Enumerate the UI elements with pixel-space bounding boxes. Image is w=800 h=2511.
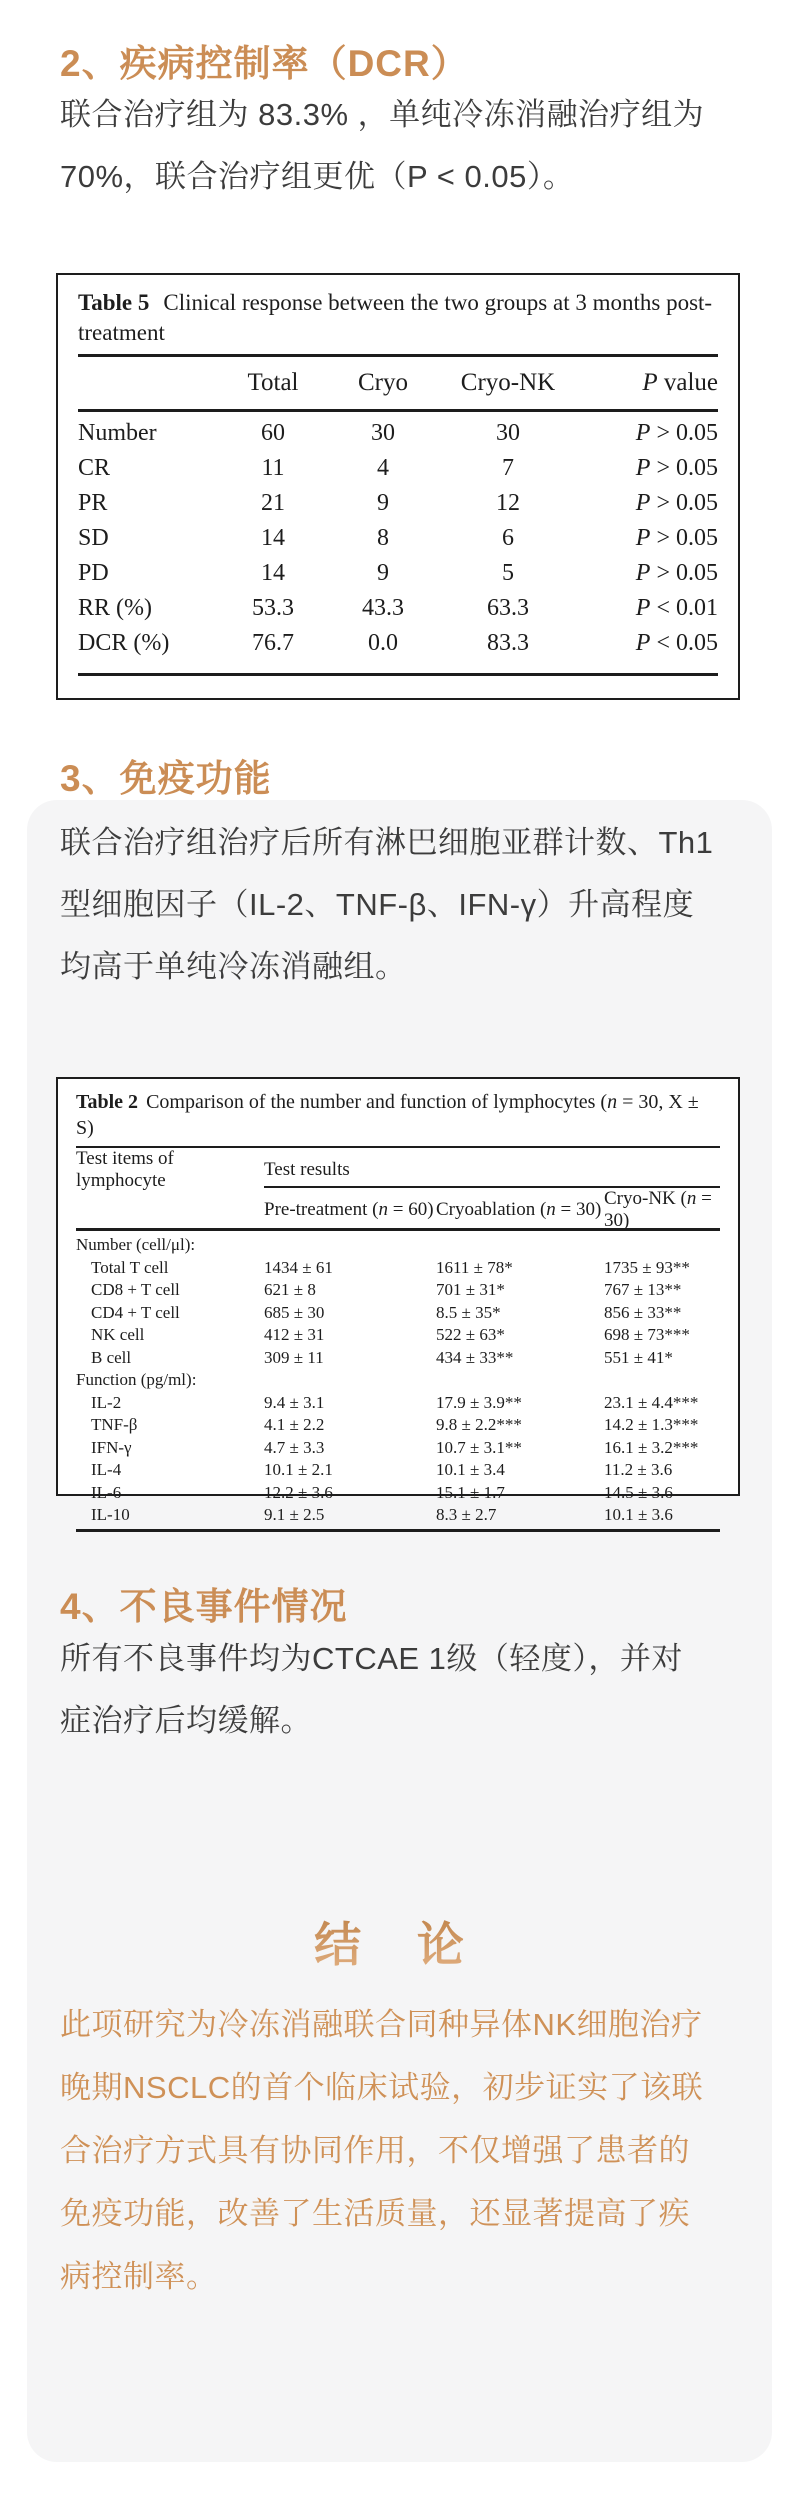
table5-cell: 9: [377, 490, 389, 516]
conclusion-heading: 结 论: [0, 1908, 800, 1975]
table5-cell: 30: [371, 420, 395, 446]
table2-row: [76, 1504, 720, 1527]
table2-cell: 10.1 ± 3.6: [604, 1505, 673, 1525]
table2-row: [76, 1369, 720, 1392]
table2-row: [76, 1459, 720, 1482]
table5-cell: DCR (%): [78, 630, 170, 656]
table2-cell: 8.5 ± 35*: [436, 1302, 501, 1322]
table2-cell: 4.7 ± 3.3: [264, 1437, 325, 1457]
table2-cell: 412 ± 31: [264, 1325, 325, 1345]
table2-cell: 522 ± 63*: [436, 1325, 505, 1345]
table2-row-label: IL-4: [91, 1460, 122, 1480]
table5-body: [58, 416, 738, 661]
table2-cell: 551 ± 41*: [604, 1347, 673, 1367]
table5-mid-rule: [78, 409, 718, 412]
table2-group-header-row: [76, 1148, 720, 1191]
table2-cell: 9.1 ± 2.5: [264, 1505, 325, 1525]
table2-cell: 701 ± 31*: [436, 1280, 505, 1300]
table2-row: [76, 1302, 720, 1325]
table2-row-label: NK cell: [91, 1325, 145, 1345]
section4-heading: 4、不良事件情况: [60, 1586, 348, 1627]
table2-cell: 14.5 ± 3.6: [604, 1482, 673, 1502]
table2-cell: 9.4 ± 3.1: [264, 1392, 325, 1412]
table5-cell: P < 0.01: [635, 595, 718, 621]
table2-cell: 767 ± 13**: [604, 1280, 682, 1300]
table5-column-header: Cryo: [358, 369, 408, 396]
table5-cell: P < 0.05: [635, 630, 718, 656]
table2-row-label: Function (pg/ml):: [76, 1370, 197, 1390]
table2-row: [76, 1324, 720, 1347]
table5-cell: 6: [502, 525, 514, 551]
table5-cell: 83.3: [487, 630, 529, 656]
table2-row-label: B cell: [91, 1347, 132, 1367]
paragraph-line: 此项研究为冷冻消融联合同种异体NK细胞治疗: [60, 2007, 703, 2042]
table5-cell: 4: [377, 455, 389, 481]
table5: [56, 273, 740, 700]
table5-row: [78, 416, 718, 451]
table2-subheader: Pre-treatment (n = 60): [264, 1199, 434, 1220]
paragraph-line: 所有不良事件均为CTCAE 1级（轻度），并对: [60, 1641, 683, 1676]
table2-row: [76, 1392, 720, 1415]
table5-cell: 60: [261, 420, 285, 446]
table5-cell: P > 0.05: [635, 420, 718, 446]
table5-cell: 5: [502, 560, 514, 586]
table2-subheader-row: [76, 1188, 720, 1231]
table2-row: [76, 1437, 720, 1460]
section3-paragraph: [60, 812, 752, 998]
section3-heading: 3、免疫功能: [60, 758, 272, 799]
table2-row: [76, 1279, 720, 1302]
section2-paragraph: [60, 84, 752, 208]
table2-cell: 8.3 ± 2.7: [436, 1505, 497, 1525]
table2-title-label: Table 2: [76, 1091, 139, 1113]
table2-cell: 1611 ± 78*: [436, 1257, 513, 1277]
table2-cell: 1735 ± 93**: [604, 1257, 690, 1277]
table5-column-header: P value: [642, 369, 718, 396]
table2-row-label: Number (cell/μl):: [76, 1235, 196, 1255]
table2-cell: 10.7 ± 3.1**: [436, 1437, 522, 1457]
table2-cell: 309 ± 11: [264, 1347, 324, 1367]
table2-cell: 4.1 ± 2.2: [264, 1415, 325, 1435]
table5-bottom-rule: [78, 673, 718, 676]
table5-row: [78, 521, 718, 556]
table2-cell: 10.1 ± 3.4: [436, 1460, 505, 1480]
table2-row-label: IFN-γ: [91, 1437, 132, 1457]
table5-title-text: Clinical response between the two groups at 3 months post-treatment: [78, 290, 713, 345]
table5-cell: 11: [261, 455, 285, 481]
table2-cell: 9.8 ± 2.2***: [436, 1415, 522, 1435]
table5-cell: 76.7: [252, 630, 294, 656]
table5-cell: 9: [377, 560, 389, 586]
table2-row-label: IL-2: [91, 1392, 122, 1412]
table5-cell: PR: [78, 490, 108, 516]
table5-cell: Number: [78, 420, 157, 446]
table5-row: [78, 451, 718, 486]
table2-cell: 17.9 ± 3.9**: [436, 1392, 522, 1412]
table2-cell: 14.2 ± 1.3***: [604, 1415, 699, 1435]
table2-col1-header: Test items of lymphocyte: [76, 1148, 174, 1191]
table5-row: [78, 591, 718, 626]
table5-cell: 53.3: [252, 595, 294, 621]
table5-cell: P > 0.05: [635, 560, 718, 586]
table2: [56, 1077, 740, 1525]
paragraph-line: 联合治疗组为 83.3% ，单纯冷冻消融治疗组为: [60, 97, 705, 132]
table2-row: [76, 1257, 720, 1280]
paragraph-line: 型细胞因子（IL-2、TNF-β、IFN-γ）升高程度: [60, 887, 695, 922]
table5-cell: SD: [78, 525, 109, 551]
table5-cell: 8: [377, 525, 389, 551]
table5-row: [78, 486, 718, 521]
table5-cell: PD: [78, 560, 109, 586]
paragraph-line: 症治疗后均缓解。: [60, 1703, 312, 1738]
table5-row: [78, 626, 718, 661]
table5-cell: P > 0.05: [635, 525, 718, 551]
table2-cell: 12.2 ± 3.6: [264, 1482, 333, 1502]
table2-row-label: Total T cell: [91, 1257, 169, 1277]
table5-cell: P > 0.05: [635, 455, 718, 481]
table5-row: [78, 556, 718, 591]
table5-column-header: Cryo-NK: [460, 369, 556, 396]
table5-cell: 12: [496, 490, 520, 516]
table2-cell: 434 ± 33**: [436, 1347, 514, 1367]
paragraph-line: 70%，联合治疗组更优（P < 0.05）。: [60, 159, 575, 194]
table2-cell: 10.1 ± 2.1: [264, 1460, 333, 1480]
section2-heading: 2、疾病控制率（DCR）: [60, 43, 469, 84]
table2-cell: 698 ± 73***: [604, 1325, 690, 1345]
table5-cell: 30: [496, 420, 520, 446]
table2-body: [58, 1234, 738, 1527]
table5-cell: CR: [78, 455, 111, 481]
table2-subheader: Cryo-NK (n = 30): [604, 1188, 712, 1231]
table2-subheader: Cryoablation (n = 30): [436, 1199, 602, 1220]
table2-row-label: CD8 + T cell: [91, 1280, 180, 1300]
table2-cell: 856 ± 33**: [604, 1302, 682, 1322]
table2-cell: 621 ± 8: [264, 1280, 316, 1300]
conclusion-paragraph: [60, 1993, 752, 2308]
section4-paragraph: [60, 1628, 752, 1752]
paragraph-line: 免疫功能，改善了生活质量，还显著提高了疾: [60, 2196, 690, 2231]
table5-cell: 7: [502, 455, 514, 481]
paragraph-line: 合治疗方式具有协同作用，不仅增强了患者的: [60, 2133, 690, 2168]
table2-row: [76, 1234, 720, 1257]
table5-cell: 14: [261, 560, 285, 586]
table2-cell: 685 ± 30: [264, 1302, 325, 1322]
table2-group-header: Test results: [264, 1159, 350, 1180]
table5-header-row: [78, 357, 718, 409]
table2-row-label: TNF-β: [91, 1415, 138, 1435]
table5-cell: P > 0.05: [635, 490, 718, 516]
table2-cell: 11.2 ± 3.6: [604, 1460, 673, 1480]
table5-cell: 43.3: [362, 595, 404, 621]
table5-title: [78, 288, 718, 348]
table5-cell: 63.3: [487, 595, 529, 621]
table5-column-header: Total: [247, 369, 299, 396]
table2-row: [76, 1347, 720, 1370]
table5-cell: 14: [261, 525, 285, 551]
table5-title-label: Table 5: [78, 290, 150, 315]
table2-cell: 15.1 ± 1.7: [436, 1482, 505, 1502]
table5-cell: RR (%): [78, 595, 152, 621]
table2-row-label: CD4 + T cell: [91, 1302, 180, 1322]
table2-cell: 1434 ± 61: [264, 1257, 333, 1277]
table2-bottom-rule: [76, 1529, 720, 1532]
table5-cell: 0.0: [368, 630, 398, 656]
table2-cell: 16.1 ± 3.2***: [604, 1437, 699, 1457]
table2-row-label: IL-6: [91, 1482, 122, 1502]
paragraph-line: 晚期NSCLC的首个临床试验，初步证实了该联: [60, 2070, 704, 2105]
table2-cell: 23.1 ± 4.4***: [604, 1392, 699, 1412]
paragraph-line: 联合治疗组治疗后所有淋巴细胞亚群计数、Th1: [60, 825, 714, 860]
table5-cell: 21: [261, 490, 285, 516]
table2-title-text: Comparison of the number and function of lymphocytes (n = 30, X ± S): [76, 1091, 699, 1139]
table2-row-label: IL-10: [91, 1505, 130, 1525]
table2-row: [76, 1414, 720, 1437]
paragraph-line: 均高于单纯冷冻消融组。: [60, 949, 407, 984]
table2-title: [76, 1089, 720, 1141]
paragraph-line: 病控制率。: [60, 2259, 218, 2294]
table2-row: [76, 1482, 720, 1505]
